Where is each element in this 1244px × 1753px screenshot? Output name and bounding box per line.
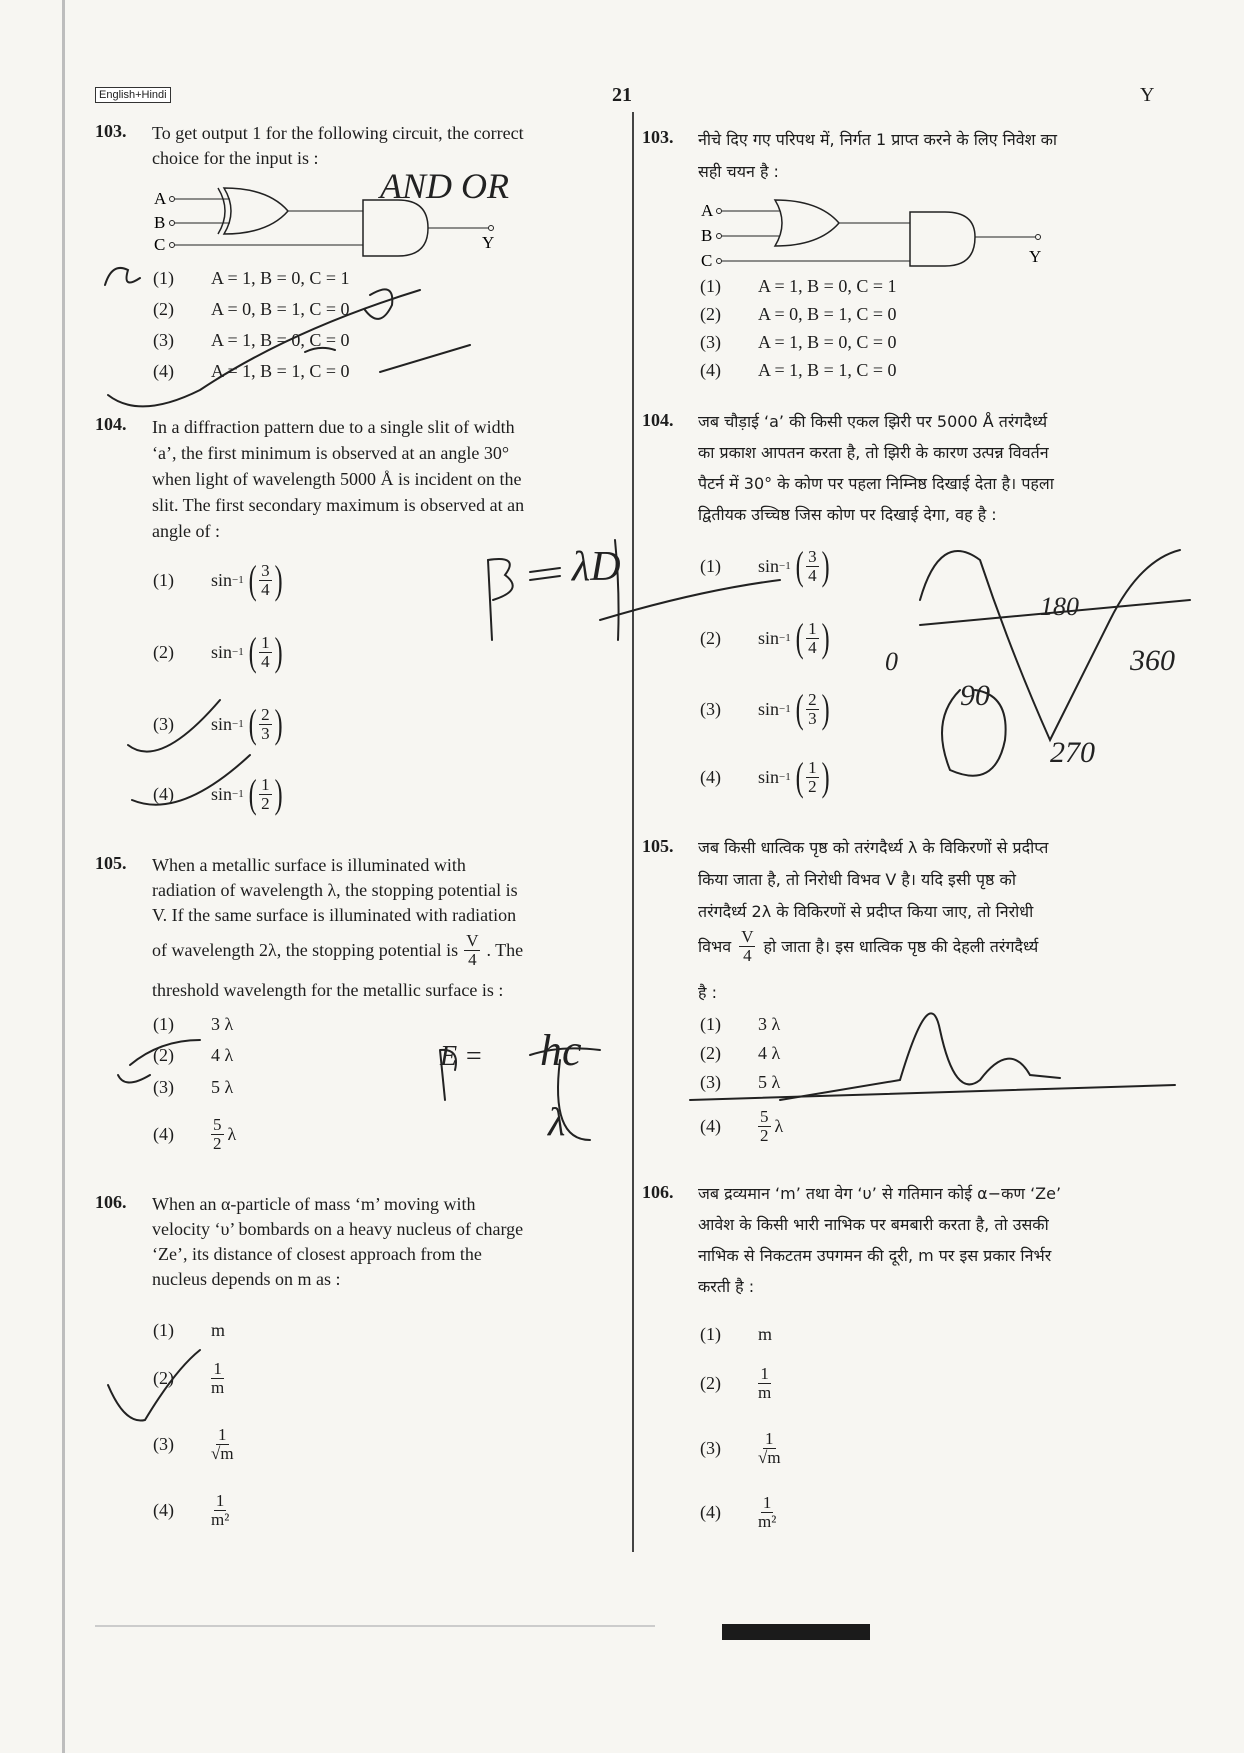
question-text-line: slit. The first secondary maximum is observed at an — [152, 495, 525, 515]
pen-stroke — [615, 540, 619, 640]
handwritten-note: λ — [548, 1099, 566, 1144]
option-1[interactable]: (1) 3 λ — [153, 1014, 234, 1034]
question-text-line: जब चौड़ाई ‘a’ की किसी एकल झिरी पर 5000 Å तरंगदैर्ध्य — [698, 412, 1048, 431]
option-3[interactable]: (3) A = 1, B = 0, C = 0 — [700, 332, 897, 352]
or-gate — [224, 188, 288, 234]
question-text-line: when light of wavelength 5000 Å is incident on the — [152, 469, 522, 489]
option-3[interactable]: (3) $\frac{1}{√m}$ — [700, 1429, 781, 1467]
option-3[interactable]: (3) 5 λ — [153, 1077, 234, 1097]
option-3[interactable]: (3) sin −1 ( $\frac{2}{3}$ ) — [700, 686, 830, 731]
question-text-line: सही चयन है : — [698, 162, 779, 181]
pen-circle — [942, 690, 1006, 776]
svg-text:A: A — [701, 201, 714, 220]
option-4[interactable]: (4) $\frac{5}{2}$ λ — [700, 1107, 784, 1145]
option-2[interactable]: (2) A = 0, B = 1, C = 0 — [700, 304, 897, 324]
question-text-line: radiation of wavelength λ, the stopping potential is — [152, 880, 518, 900]
question-number: 105. — [642, 836, 674, 856]
question-text-line: जब द्रव्यमान ‘m’ तथा वेग ‘υ’ से गतिमान कोई α−कण ‘Ze’ — [698, 1184, 1062, 1203]
option-2[interactable]: (2) 4 λ — [700, 1043, 781, 1063]
svg-text:B: B — [701, 226, 713, 245]
option-3[interactable]: (3) 5 λ — [700, 1072, 781, 1092]
svg-text:Y: Y — [1029, 247, 1042, 266]
handwritten-note: E = — [440, 1041, 483, 1072]
question-text-line: है : — [698, 983, 717, 1002]
option-3[interactable]: (3) A = 1, B = 0, C = 0 — [153, 330, 350, 350]
handwritten-note: 180 — [1040, 592, 1079, 621]
handwritten-note: 0 — [885, 647, 898, 676]
option-3[interactable]: (3) sin −1 ( $\frac{2}{3}$ ) — [153, 701, 283, 746]
logic-circuit-diagram — [695, 196, 1055, 286]
output-y-label: Y — [482, 233, 495, 252]
question-text-line: When a metallic surface is illuminated with — [152, 855, 466, 875]
question-text-line: पैटर्न में 30° के कोण पर पहला निम्निष्ठ दिखाई देता है। पहला — [698, 474, 1054, 493]
handwritten-note: λD — [572, 544, 621, 590]
option-3[interactable]: (3) $\frac{1}{√m}$ — [153, 1425, 234, 1463]
question-text-line: In a diffraction pattern due to a single slit of width — [152, 417, 515, 437]
option-1[interactable]: (1) sin −1 ( $\frac{3}{4}$ ) — [700, 543, 830, 588]
question-number: 104. — [95, 414, 127, 434]
option-4[interactable]: (4) A = 1, B = 1, C = 0 — [700, 360, 897, 380]
question-number: 103. — [642, 127, 674, 147]
option-4[interactable]: (4) $\frac{1}{\text{m²}}$ — [700, 1493, 777, 1531]
set-code: Y — [1140, 84, 1155, 106]
pen-stroke — [380, 345, 470, 372]
option-2[interactable]: (2) $\frac{1}{m}$ — [153, 1359, 225, 1397]
input-c-label: C — [154, 235, 166, 254]
question-text-line: जब किसी धात्विक पृष्ठ को तरंगदैर्ध्य λ के विकिरणों से प्रदीप्त — [698, 838, 1049, 857]
option-4[interactable]: (4) sin −1 ( $\frac{1}{2}$ ) — [153, 771, 283, 816]
footer-rule — [95, 1625, 655, 1627]
and-gate — [910, 212, 975, 266]
question-text-line: नाभिक से निकटतम उपगमन की दूरी, m पर इस प्रकार निर्भर — [698, 1246, 1052, 1265]
handwritten-note: 90 — [960, 679, 990, 712]
handwritten-note: hc — [540, 1026, 582, 1075]
handwritten-note: 270 — [1050, 736, 1095, 769]
question-text-line: nucleus depends on m as : — [152, 1269, 341, 1289]
option-1[interactable]: (1) 3 λ — [700, 1014, 781, 1034]
question-text-line: choice for the input is : — [152, 148, 319, 168]
handwritten-note: 360 — [1130, 644, 1175, 677]
ink-stamp — [722, 1624, 870, 1640]
option-1[interactable]: (1) A = 1, B = 0, C = 1 — [153, 268, 350, 288]
option-4[interactable]: (4) A = 1, B = 1, C = 0 — [153, 361, 350, 381]
input-a-label: A — [154, 189, 167, 208]
question-text-line: आवेश के किसी भारी नाभिक पर बमबारी करता है, तो उसकी — [698, 1215, 1049, 1234]
question-text-line: To get output 1 for the following circuit, the correct — [152, 123, 524, 143]
question-number: 104. — [642, 410, 674, 430]
handwritten-note: AND OR — [380, 166, 509, 206]
option-2[interactable]: (2) 4 λ — [153, 1045, 234, 1065]
pen-stroke — [365, 289, 392, 319]
option-2[interactable]: (2) sin −1 ( $\frac{1}{4}$ ) — [700, 615, 830, 660]
question-text-line: When an α-particle of mass ‘m’ moving with — [152, 1194, 476, 1214]
tick-mark-q103 — [105, 268, 140, 285]
sine-sketch — [920, 550, 1180, 740]
question-text-line: विभव — [698, 937, 732, 956]
and-gate — [363, 200, 428, 256]
column-divider — [632, 112, 634, 1552]
option-4[interactable]: (4) $\frac{1}{\text{m²}}$ — [153, 1491, 230, 1529]
option-4[interactable]: (4) sin −1 ( $\frac{1}{2}$ ) — [700, 754, 830, 799]
pen-stroke — [488, 560, 492, 640]
option-1[interactable]: (1) m — [153, 1320, 226, 1340]
question-number: 105. — [95, 853, 127, 873]
question-text-line: द्वितीयक उच्चिष्ठ जिस कोण पर दिखाई देगा, वह है : — [698, 505, 997, 524]
question-number: 103. — [95, 121, 127, 141]
question-text-line: का प्रकाश आपतन करता है, तो झिरी के कारण उत्पन्न विवर्तन — [698, 443, 1049, 462]
or-gate — [775, 200, 839, 246]
logic-circuit-diagram — [148, 180, 508, 270]
page-binding-edge — [62, 0, 65, 1753]
question-text-line: V. If the same surface is illuminated with radiation — [152, 905, 517, 925]
question-text-line: करती है : — [698, 1277, 755, 1296]
svg-text:C: C — [701, 251, 713, 270]
question-number: 106. — [642, 1182, 674, 1202]
diffraction-sketch — [780, 1013, 1060, 1100]
question-text-line: angle of : — [152, 521, 220, 541]
option-4[interactable]: (4) $\frac{5}{2}$ λ — [153, 1115, 237, 1153]
page-number: 21 — [612, 84, 632, 106]
question-number: 106. — [95, 1192, 127, 1212]
option-2[interactable]: (2) A = 0, B = 1, C = 0 — [153, 299, 350, 319]
option-2[interactable]: (2) $\frac{1}{m}$ — [700, 1364, 772, 1402]
input-b-label: B — [154, 213, 166, 232]
beta-symbol — [488, 559, 513, 600]
question-text-line: threshold wavelength for the metallic surface is : — [152, 980, 504, 1000]
question-text-line: of wavelength 2λ, the stopping potential is — [152, 940, 459, 960]
question-text-line: तरंगदैर्ध्य 2λ के विकिरणों से प्रदीप्त किया जाए, तो निरोधी — [698, 902, 1034, 921]
question-text-line: ‘Ze’, its distance of closest approach from the — [152, 1244, 482, 1264]
question-text-line: नीचे दिए गए परिपथ में, निर्गत 1 प्राप्त करने के लिए निवेश का — [698, 130, 1058, 149]
language-tag: English+Hindi — [95, 87, 171, 103]
question-text-line: velocity ‘υ’ bombards on a heavy nucleus of charge — [152, 1219, 524, 1239]
option-1[interactable]: (1) m — [700, 1324, 773, 1344]
pen-stroke — [600, 580, 780, 620]
option-1[interactable]: (1) A = 1, B = 0, C = 1 — [700, 276, 897, 296]
question-text-line: किया जाता है, तो निरोधी विभव V है। यदि इसी पृष्ठ को — [698, 870, 1016, 889]
option-1[interactable]: (1) sin −1 ( $\frac{3}{4}$ ) — [153, 557, 283, 602]
option-2[interactable]: (2) sin −1 ( $\frac{1}{4}$ ) — [153, 629, 283, 674]
question-text-line: ‘a’, the first minimum is observed at an angle 30° — [152, 443, 510, 463]
